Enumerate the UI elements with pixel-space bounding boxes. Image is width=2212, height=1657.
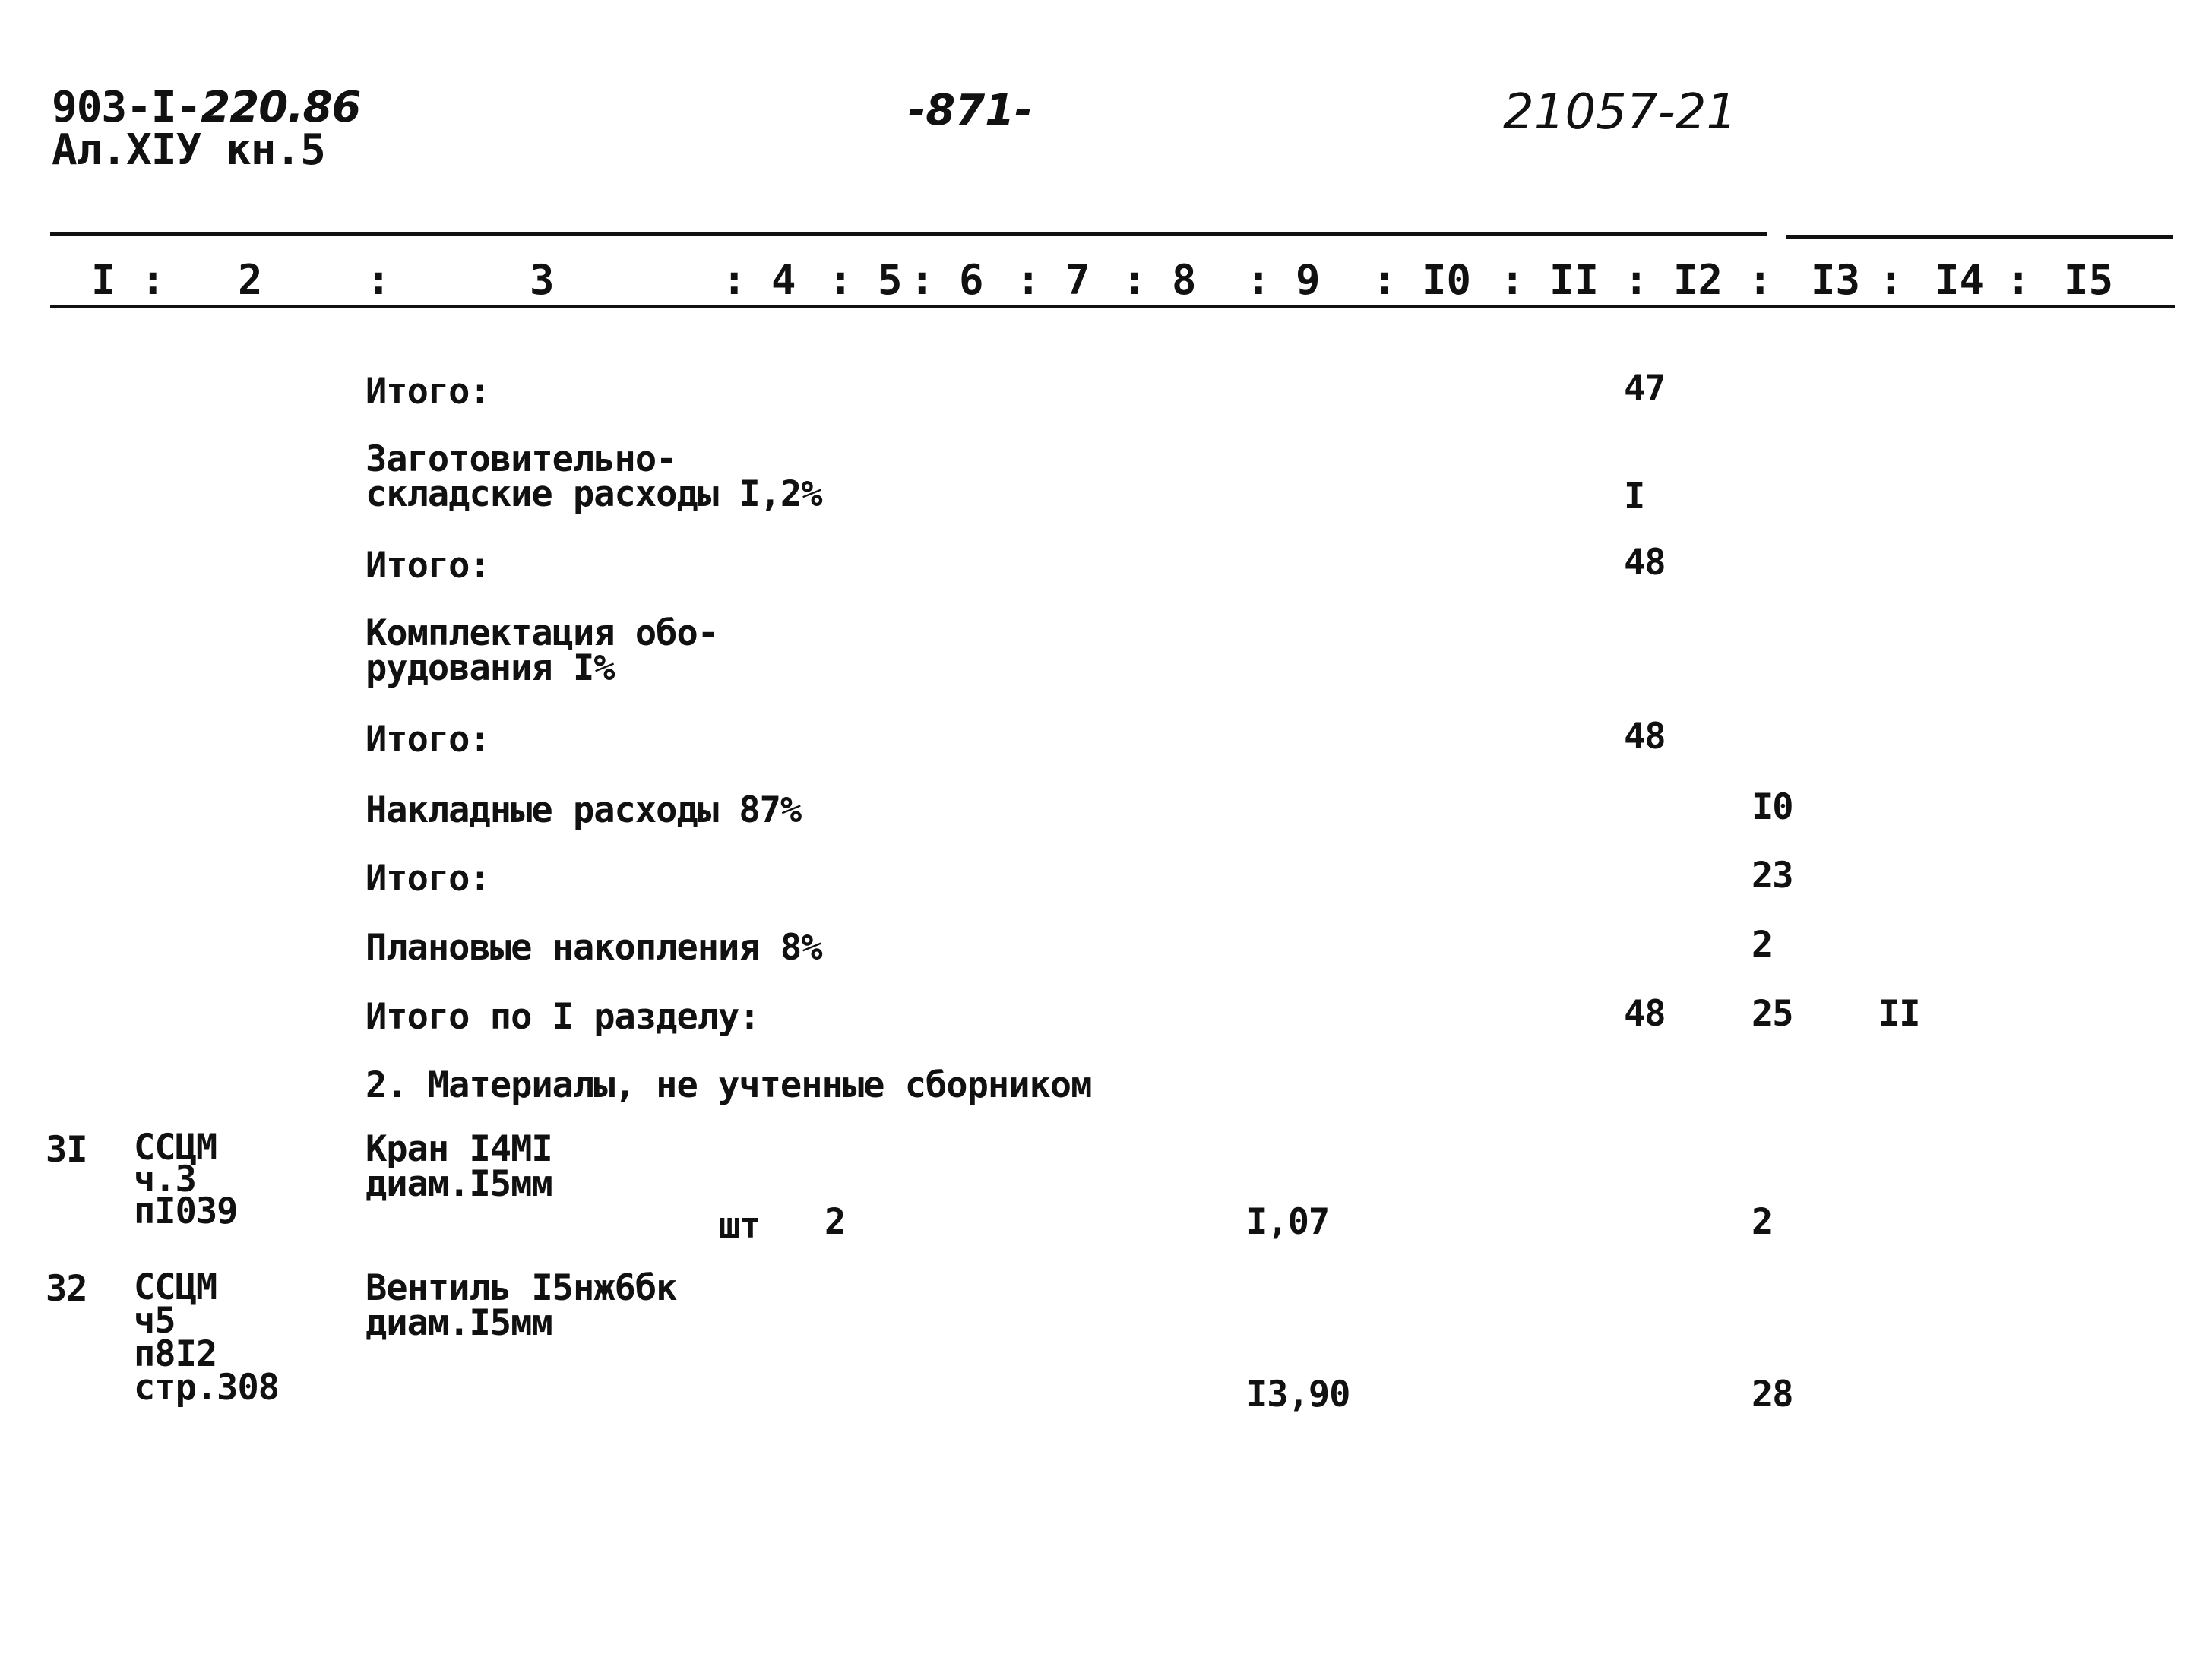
- cell-unit-price: I3,90: [1246, 1374, 1350, 1415]
- col-header-15: I5: [2064, 256, 2114, 304]
- cell-col-12: 48: [1624, 993, 1666, 1035]
- row-label: Комплектация обо- рудования I%: [366, 612, 719, 689]
- cell-col-13: 2: [1752, 924, 1773, 966]
- col-separator: :: [2006, 256, 2031, 304]
- table-top-rule-left: [50, 232, 1767, 236]
- cell-unit-price: I,07: [1246, 1201, 1330, 1243]
- col-separator: :: [1748, 256, 1773, 304]
- table-header-bottom-rule: [50, 305, 2175, 308]
- item-name: Кран I4МI диам.I5мм: [366, 1128, 552, 1205]
- table-top-rule-right: [1786, 235, 2173, 239]
- col-header-14: I4: [1935, 256, 1985, 304]
- item-number: 3I: [46, 1129, 87, 1171]
- cell-col-13: I0: [1752, 786, 1793, 828]
- cell-quantity: 2: [824, 1201, 846, 1243]
- col-header-12: : I2: [1624, 256, 1723, 304]
- row-label: Итого:: [366, 719, 490, 761]
- col-header-6: : 6: [910, 256, 984, 304]
- doc-code-printed: 903-I-: [52, 83, 201, 132]
- doc-code-handwritten: 220.86: [201, 83, 361, 132]
- cell-col-13: 25: [1752, 993, 1793, 1035]
- row-label: Итого:: [366, 545, 490, 587]
- item-source: ССЦМ ч.3 пI039: [134, 1127, 238, 1232]
- item-source: ССЦМ ч5 п8I2 стр.308: [134, 1266, 280, 1409]
- col-header-11: : II: [1500, 256, 1600, 304]
- page-number: -871-: [908, 86, 1033, 135]
- col-header-7: : 7: [1016, 256, 1090, 304]
- cell-col-12: 47: [1624, 368, 1666, 410]
- cell-col-14: II: [1878, 993, 1920, 1035]
- cell-col-12: 48: [1624, 716, 1666, 757]
- col-header-5: : 5: [828, 256, 903, 304]
- cell-col-13: 23: [1752, 855, 1793, 896]
- cell-col-12: I: [1624, 476, 1645, 517]
- sheet-code: 21057-21: [1503, 84, 1738, 141]
- col-header-13: I3: [1811, 256, 1861, 304]
- col-header-1: I :: [91, 256, 166, 304]
- cell-unit: шт: [719, 1205, 761, 1247]
- col-separator: :: [1878, 256, 1903, 304]
- col-header-3: 3: [530, 256, 555, 304]
- row-label: Итого по I разделу:: [366, 996, 760, 1038]
- section-heading: 2. Материалы, не учтенные сборником: [366, 1064, 1092, 1106]
- album-reference: Ал.XIУ кн.5: [52, 125, 325, 175]
- item-name: Вентиль I5нж6бк диам.I5мм: [366, 1267, 677, 1344]
- row-label: Итого:: [366, 858, 490, 900]
- col-header-10: : I0: [1372, 256, 1472, 304]
- cell-col-13: 2: [1752, 1201, 1773, 1243]
- col-header-2: 2: [238, 256, 263, 304]
- row-label: Плановые накопления 8%: [366, 927, 822, 969]
- cell-col-13: 28: [1752, 1374, 1793, 1415]
- col-separator: :: [366, 256, 391, 304]
- row-label: Накладные расходы 87%: [366, 789, 802, 831]
- col-header-8: : 8: [1122, 256, 1197, 304]
- cell-col-12: 48: [1624, 542, 1666, 583]
- row-label: Заготовительно- складские расходы I,2%: [366, 438, 822, 515]
- doc-code: [52, 83, 361, 132]
- item-number: 32: [46, 1268, 87, 1310]
- col-header-9: : 9: [1246, 256, 1321, 304]
- col-header-4: : 4: [722, 256, 796, 304]
- row-label: Итого:: [366, 371, 490, 413]
